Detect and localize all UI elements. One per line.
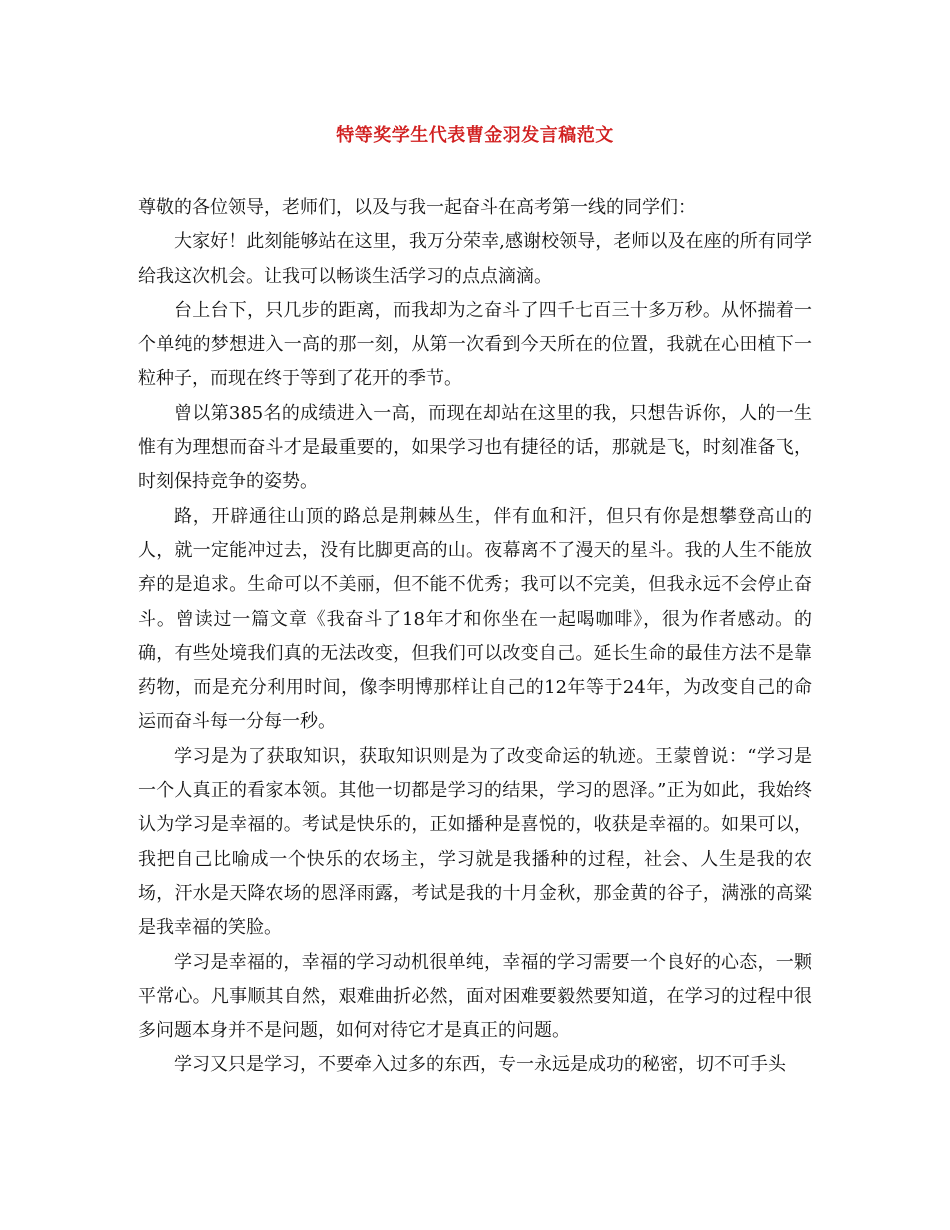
paragraph-2: 台上台下，只几步的距离，而我却为之奋斗了四千七百三十多万秒。从怀揣着一个单纯的梦想进入一高的那一刻，从第一次看到今天所在的位置，我就在心田植下一粒种子，而现在终于等到了花开的季节。 <box>138 299 812 390</box>
document-title: 特等奖学生代表曹金羽发言稿范文 <box>336 125 614 146</box>
salutation-line: 尊敬的各位领导，老师们，以及与我一起奋斗在高考第一线的同学们： <box>138 197 696 218</box>
document-body <box>138 191 812 1083</box>
paragraph-7: 学习又只是学习，不要牵入过多的东西，专一永远是成功的秘密，切不可手头 <box>174 1054 786 1076</box>
paragraph-4: 路，开辟通往山顶的路总是荆棘丛生，伴有血和汗，但只有你是想攀登高山的人，就一定能冲过去，没有比脚更高的山。夜幕离不了漫天的星斗。我的人生不能放弃的是追求。生命可以不美丽，但不能不优秀；我可以不完美，但我永远不会停止奋斗。曾读过一篇文章《我奋斗了18年才和你坐在一起喝咖啡》，很为作者感动。的确，有些处境我们真的无法改变，但我们可以改变自己。延长生命的最佳方法不是靠药物，而是充分利用时间，像李明博那样让自己的12年等于24年，为改变自己的命运而奋斗每一分每一秒。 <box>138 505 812 733</box>
paragraph-6: 学习是幸福的，幸福的学习动机很单纯，幸福的学习需要一个良好的心态，一颗平常心。凡事顺其自然，艰难曲折必然，面对困难要毅然要知道，在学习的过程中很多问题本身并不是问题，如何对待它才是真正的问题。 <box>138 951 812 1042</box>
paragraph-5: 学习是为了获取知识，获取知识则是为了改变命运的轨迹。王蒙曾说：“学习是一个人真正的看家本领。其他一切都是学习的结果，学习的恩泽。”正为如此，我始终认为学习是幸福的。考试是快乐的，正如播种是喜悦的，收获是幸福的。如果可以，我把自己比喻成一个快乐的农场主，学习就是我播种的过程，社会、人生是我的农场，汗水是天降农场的恩泽雨露，考试是我的十月金秋，那金黄的谷子，满涨的高粱是我幸福的笑脸。 <box>138 745 812 939</box>
paragraph-3: 曾以第385名的成绩进入一高，而现在却站在这里的我，只想告诉你，人的一生惟有为理想而奋斗才是最重要的，如果学习也有捷径的话，那就是飞，时刻准备飞，时刻保持竞争的姿势。 <box>138 402 812 493</box>
paragraph-1: 大家好！此刻能够站在这里，我万分荣幸,感谢校领导，老师以及在座的所有同学给我这次机会。让我可以畅谈生活学习的点点滴滴。 <box>138 231 812 287</box>
